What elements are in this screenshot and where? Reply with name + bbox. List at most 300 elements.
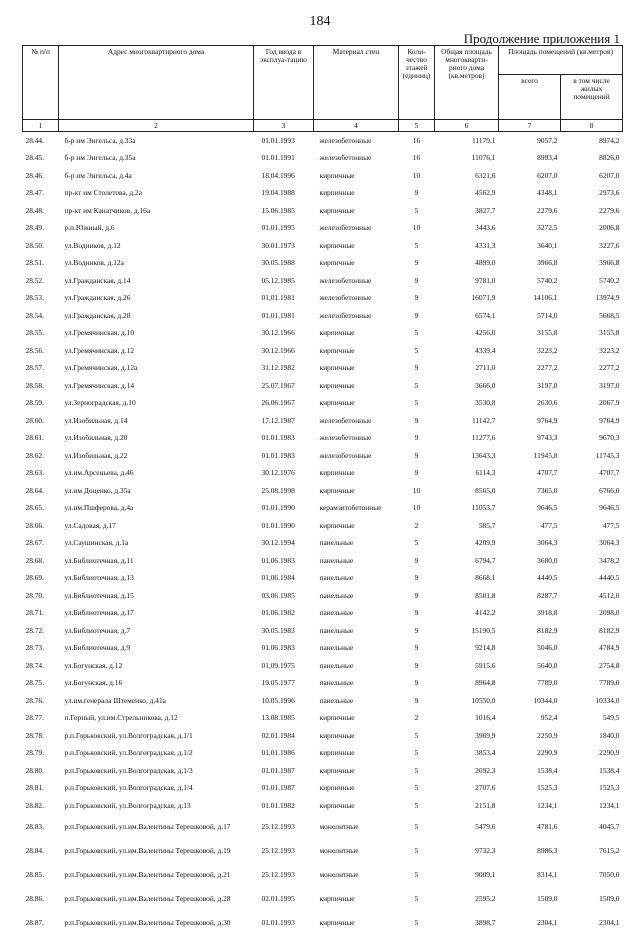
row-material: панельные — [319, 573, 354, 583]
col-number: 6 — [435, 120, 499, 132]
row-number: 28.80. — [25, 765, 44, 775]
row-year: 18.04.1996 — [261, 170, 295, 180]
row-year: 15.06.1985 — [261, 205, 295, 215]
row-floors: 10 — [412, 170, 421, 180]
row-address: р.п.Горьковский, ул.им.Валентины Терешковой, д.17 — [64, 821, 231, 831]
row-total-area: 3443,6 — [475, 223, 496, 233]
row-material: кирпичные — [319, 713, 355, 723]
row-address: ул.Водников, д.12а — [64, 258, 124, 268]
row-area-living: 5668,5 — [599, 310, 620, 320]
row-area-all: 8986,3 — [537, 845, 558, 855]
row-address: ул.Зерноградская, д.10 — [64, 398, 136, 408]
header-year: Год ввода в эксплуа-тацию — [254, 46, 314, 120]
row-number: 28.53. — [25, 293, 44, 303]
row-year: 02.01.1984 — [261, 730, 295, 740]
row-floors: 9 — [414, 293, 419, 303]
row-area-all: 4440,5 — [537, 573, 558, 583]
row-floors: 9 — [414, 258, 419, 268]
row-year: 01.01.1995 — [261, 223, 295, 233]
row-number: 28.54. — [25, 310, 44, 320]
row-floors: 9 — [414, 450, 419, 460]
table-row — [23, 622, 623, 640]
row-area-living: 2754,8 — [599, 660, 620, 670]
row-year: 01.01.1987 — [261, 765, 295, 775]
row-address: р.п.Горьковский, ул.Волгоградская, д.1/2 — [64, 748, 193, 758]
row-address: р.п.Горьковский, ул.Волгоградская, д.13 — [64, 800, 191, 810]
row-material: кирпичные — [319, 783, 355, 793]
table-row — [23, 412, 623, 430]
table-row — [23, 911, 623, 935]
row-address: ул.Изобильная, д.14 — [64, 415, 128, 425]
row-year: 26.06.1967 — [261, 398, 295, 408]
row-area-living: 7789,0 — [599, 678, 620, 688]
row-total-area: 8964,8 — [475, 678, 496, 688]
row-address: пр-кт им Канатчиков, д.16а — [64, 205, 151, 215]
table-row — [23, 570, 623, 588]
row-address: ул.Библиотечная, д.9 — [64, 643, 131, 653]
row-area-all: 952,4 — [540, 713, 558, 723]
row-material: железобетонные — [319, 293, 372, 303]
row-material: кирпичные — [319, 258, 355, 268]
row-year: 13.08.1985 — [261, 713, 295, 723]
row-material: железобетонные — [319, 415, 372, 425]
row-floors: 10 — [412, 503, 421, 513]
row-number: 28.47. — [25, 188, 44, 198]
table-row — [23, 887, 623, 911]
row-year: 30.05.1983 — [261, 625, 295, 635]
row-total-area: 6114,3 — [475, 468, 496, 478]
row-number: 28.77. — [25, 713, 44, 723]
row-area-all: 3064,3 — [537, 538, 558, 548]
table-row — [23, 395, 623, 413]
row-total-area: 3853,4 — [475, 748, 496, 758]
row-year: 01.01.1987 — [261, 783, 295, 793]
row-year: 30.12.1976 — [261, 468, 295, 478]
row-total-area: 8668,1 — [475, 573, 496, 583]
row-total-area: 3969,9 — [475, 730, 496, 740]
table-row — [23, 500, 623, 518]
row-address: ул.Библиотечная, д.15 — [64, 590, 134, 600]
row-area-living: 1509,0 — [599, 893, 620, 903]
row-floors: 5 — [414, 398, 419, 408]
table-row — [23, 815, 623, 839]
row-year: 01.01.1983 — [261, 433, 295, 443]
row-address: ул.Гремячинская, д.12а — [64, 363, 138, 373]
table-row — [23, 605, 623, 623]
row-number: 28.61. — [25, 433, 44, 443]
row-floors: 9 — [414, 433, 419, 443]
row-area-living: 3966,8 — [599, 258, 620, 268]
row-year: 01.06.1983 — [261, 643, 295, 653]
row-address: п.Горный, ул.им.Стрельникова, д.12 — [64, 713, 178, 723]
row-floors: 16 — [412, 153, 421, 163]
table-row — [23, 150, 623, 168]
row-area-all: 3155,8 — [537, 328, 558, 338]
row-address: ул.Изобильная, д.22 — [64, 450, 128, 460]
row-address: р.п.Горьковский, ул.Волгоградская, д.1/1 — [64, 730, 193, 740]
row-total-area: 2151,8 — [475, 800, 496, 810]
table-row — [23, 780, 623, 798]
row-total-area: 4142,2 — [475, 608, 496, 618]
row-area-all: 2279,6 — [537, 205, 558, 215]
row-total-area: 8565,0 — [475, 485, 496, 495]
row-total-area: 3898,7 — [475, 917, 496, 927]
table-row — [23, 377, 623, 395]
row-address: р.п.Южный, д.6 — [64, 223, 115, 233]
row-year: 05.12.1985 — [261, 275, 295, 285]
table-row — [23, 307, 623, 325]
row-address: ул.Богунская, д.16 — [64, 678, 123, 688]
continuation-label: Продолжение приложения 1 — [463, 31, 620, 46]
table-row — [23, 839, 623, 863]
row-number: 28.81. — [25, 783, 44, 793]
row-number: 28.67. — [25, 538, 44, 548]
row-year: 31.12.1982 — [261, 363, 295, 373]
row-area-all: 3272,5 — [537, 223, 558, 233]
row-number: 28.56. — [25, 345, 44, 355]
row-floors: 9 — [414, 678, 419, 688]
header-num: № п/п — [23, 46, 59, 120]
row-floors: 9 — [414, 625, 419, 635]
table-row — [23, 325, 623, 343]
row-number: 28.55. — [25, 328, 44, 338]
row-year: 01.06.1984 — [261, 573, 295, 583]
row-number: 28.59. — [25, 398, 44, 408]
header-floors: Коли-чество этажей (единиц) — [399, 46, 435, 120]
row-number: 28.58. — [25, 380, 44, 390]
row-material: кирпичные — [319, 468, 355, 478]
row-material: панельные — [319, 608, 354, 618]
row-address: ул.Библиотечная, д.11 — [64, 555, 134, 565]
row-year: 10.05.1996 — [261, 695, 295, 705]
row-area-all: 8993,4 — [537, 153, 558, 163]
row-total-area: 5915,6 — [475, 660, 496, 670]
row-number: 28.48. — [25, 205, 44, 215]
row-material: панельные — [319, 538, 354, 548]
row-address: ул.им.генерала Штеменко, д.41а — [64, 695, 166, 705]
row-area-all: 2277,2 — [537, 363, 558, 373]
row-floors: 9 — [414, 415, 419, 425]
row-area-living: 1525,3 — [599, 783, 620, 793]
row-area-living: 2290,9 — [599, 748, 620, 758]
table-row — [23, 290, 623, 308]
row-number: 28.69. — [25, 573, 44, 583]
row-floors: 5 — [414, 783, 419, 793]
row-area-all: 1234,1 — [537, 800, 558, 810]
row-address: р.п.Горьковский, ул.им.Валентины Терешковой, д.30 — [64, 917, 231, 927]
row-total-area: 9009,1 — [475, 869, 496, 879]
row-material: железобетонные — [319, 433, 372, 443]
row-area-all: 2250,9 — [537, 730, 558, 740]
col-number: 3 — [254, 120, 314, 132]
row-floors: 9 — [414, 590, 419, 600]
row-material: панельные — [319, 555, 354, 565]
row-area-all: 1538,4 — [537, 765, 558, 775]
page-number: 184 — [309, 14, 331, 29]
table-row — [23, 727, 623, 745]
table-row — [23, 202, 623, 220]
row-material: панельные — [319, 625, 354, 635]
row-year: 25.12.1993 — [261, 869, 295, 879]
table-row — [23, 132, 623, 150]
row-total-area: 6794,7 — [475, 555, 496, 565]
row-material: кирпичные — [319, 485, 355, 495]
row-area-living: 4045,7 — [599, 821, 620, 831]
row-total-area: 11076,1 — [471, 153, 496, 163]
row-number: 28.66. — [25, 520, 44, 530]
row-total-area: 9781,0 — [475, 275, 496, 285]
row-year: 01.06.1982 — [261, 608, 295, 618]
row-year: 30.01.1973 — [261, 240, 295, 250]
row-year: 01.01.1986 — [261, 748, 295, 758]
col-number: 1 — [23, 120, 59, 132]
row-area-living: 3197,0 — [599, 380, 620, 390]
row-material: кирпичные — [319, 240, 355, 250]
row-floors: 9 — [414, 363, 419, 373]
row-material: панельные — [319, 660, 354, 670]
row-year: 30.05.1988 — [261, 258, 295, 268]
housing-table — [22, 45, 623, 935]
row-material: кирпичные — [319, 188, 355, 198]
row-year: 01.01.1981 — [261, 310, 295, 320]
row-number: 28.68. — [25, 555, 44, 565]
table-row — [23, 185, 623, 203]
row-total-area: 585,7 — [478, 520, 496, 530]
row-year: 25.07.1967 — [261, 380, 295, 390]
row-floors: 5 — [414, 205, 419, 215]
row-floors: 5 — [414, 765, 419, 775]
row-floors: 5 — [414, 800, 419, 810]
row-year: 30.12.1966 — [261, 345, 295, 355]
table-row — [23, 692, 623, 710]
row-area-all: 3223,2 — [537, 345, 558, 355]
row-area-living: 3064,3 — [599, 538, 620, 548]
row-total-area: 2692,3 — [475, 765, 496, 775]
row-area-living: 6207,0 — [599, 170, 620, 180]
row-address: р.п.Горьковский, ул.им.Валентины Терешковой, д.19 — [64, 845, 231, 855]
row-floors: 10 — [412, 485, 421, 495]
row-total-area: 9214,8 — [475, 643, 496, 653]
header-material: Материал стен — [314, 46, 399, 120]
row-year: 01.01.1990 — [261, 503, 295, 513]
table-row — [23, 237, 623, 255]
row-material: кирпичные — [319, 765, 355, 775]
row-address: б-р им Энгельса, д.4а — [64, 170, 132, 180]
row-area-living: 2279,6 — [599, 205, 620, 215]
row-material: кирпичные — [319, 205, 355, 215]
row-area-all: 3640,1 — [537, 240, 558, 250]
row-area-living: 549,5 — [602, 713, 620, 723]
row-area-living: 2098,0 — [599, 608, 620, 618]
row-floors: 5 — [414, 538, 419, 548]
row-area-living: 6766,0 — [599, 485, 620, 495]
row-address: ул.Библиотечная, д.13 — [64, 573, 134, 583]
row-area-living: 11745,3 — [595, 450, 620, 460]
row-year: 19.04.1988 — [261, 188, 295, 198]
row-address: ул.им Доценко, д.35а — [64, 485, 131, 495]
row-area-living: 4707,7 — [599, 468, 620, 478]
row-number: 28.84. — [25, 845, 44, 855]
row-area-living: 13974,9 — [595, 293, 620, 303]
table-row — [23, 535, 623, 553]
row-area-all: 11945,8 — [533, 450, 558, 460]
row-total-area: 8501,8 — [475, 590, 496, 600]
table-row — [23, 342, 623, 360]
row-year: 19.05.1977 — [261, 678, 295, 688]
row-number: 28.74. — [25, 660, 44, 670]
row-area-all: 5740,2 — [537, 275, 558, 285]
row-floors: 5 — [414, 380, 419, 390]
row-area-living: 1234,1 — [599, 800, 620, 810]
table-row — [23, 710, 623, 728]
row-material: кирпичные — [319, 345, 355, 355]
row-floors: 5 — [414, 821, 419, 831]
row-floors: 5 — [414, 869, 419, 879]
row-address: ул.Водников, д.12 — [64, 240, 121, 250]
row-area-all: 3918,8 — [537, 608, 558, 618]
row-number: 28.83. — [25, 821, 44, 831]
row-area-living: 8826,0 — [599, 153, 620, 163]
row-area-all: 8314,1 — [537, 869, 558, 879]
row-area-all: 6207,0 — [537, 170, 558, 180]
row-total-area: 6574,1 — [475, 310, 496, 320]
row-number: 28.63. — [25, 468, 44, 478]
row-total-area: 5479,6 — [475, 821, 496, 831]
row-material: железобетонные — [319, 223, 372, 233]
table-row — [23, 167, 623, 185]
row-material: железобетонные — [319, 450, 372, 460]
row-floors: 5 — [414, 240, 419, 250]
row-total-area: 15190,5 — [471, 625, 496, 635]
row-area-all: 4707,7 — [537, 468, 558, 478]
row-area-living: 2006,8 — [599, 223, 620, 233]
row-number: 28.87. — [25, 917, 44, 927]
table-row — [23, 675, 623, 693]
row-material: кирпичные — [319, 748, 355, 758]
row-total-area: 3530,8 — [475, 398, 496, 408]
row-area-all: 2304,1 — [537, 917, 558, 927]
row-floors: 9 — [414, 188, 419, 198]
row-total-area: 11142,7 — [472, 415, 496, 425]
row-year: 25.12.1993 — [261, 845, 295, 855]
row-area-living: 4784,9 — [599, 643, 620, 653]
col-number: 7 — [499, 120, 561, 132]
row-area-all: 5640,0 — [537, 660, 558, 670]
table-row — [23, 552, 623, 570]
row-year: 01.06.1983 — [261, 555, 295, 565]
row-material: монолитные — [319, 821, 359, 831]
table-row — [23, 657, 623, 675]
table-row — [23, 447, 623, 465]
row-floors: 9 — [414, 310, 419, 320]
row-address: б-р им Энгельса, д.35а — [64, 153, 136, 163]
row-total-area: 4899,0 — [475, 258, 496, 268]
row-floors: 9 — [414, 468, 419, 478]
row-area-living: 1840,0 — [599, 730, 620, 740]
row-number: 28.79. — [25, 748, 44, 758]
row-year: 25.12.1993 — [261, 821, 295, 831]
row-number: 28.73. — [25, 643, 44, 653]
row-floors: 16 — [412, 135, 421, 145]
row-year: 30.12.1966 — [261, 328, 295, 338]
row-total-area: 3827,7 — [475, 205, 496, 215]
row-area-all: 9764,9 — [537, 415, 558, 425]
row-area-all: 7365,0 — [537, 485, 558, 495]
row-number: 28.76. — [25, 695, 44, 705]
header-all: всего — [499, 75, 561, 120]
row-material: кирпичные — [319, 380, 355, 390]
row-year: 01.01.1982 — [261, 800, 295, 810]
row-material: кирпичные — [319, 363, 355, 373]
row-area-all: 10344,0 — [533, 695, 558, 705]
row-total-area: 9732,3 — [475, 845, 496, 855]
row-number: 28.75. — [25, 678, 44, 688]
row-area-all: 7789,0 — [537, 678, 558, 688]
row-floors: 9 — [414, 555, 419, 565]
row-area-living: 4440,5 — [599, 573, 620, 583]
row-area-living: 3223,2 — [599, 345, 620, 355]
row-year: 01.01.1993 — [261, 135, 295, 145]
row-year: 17.12.1987 — [261, 415, 295, 425]
header-address: Адрес многоквартирного дома — [59, 46, 254, 120]
row-number: 28.65. — [25, 503, 44, 513]
row-address: ул.Гремячинская, д.12 — [64, 345, 135, 355]
table-row — [23, 745, 623, 763]
table-row — [23, 587, 623, 605]
row-area-living: 477,5 — [602, 520, 620, 530]
row-area-living: 2304,1 — [599, 917, 620, 927]
row-total-area: 3666,0 — [475, 380, 496, 390]
row-address: ул.Гражданская, д.28 — [64, 310, 131, 320]
row-number: 28.45. — [25, 153, 44, 163]
row-number: 28.50. — [25, 240, 44, 250]
row-address: р.п.Горьковский, ул.им.Валентины Терешковой, д.21 — [64, 869, 231, 879]
row-area-living: 3227,6 — [599, 240, 620, 250]
row-area-all: 9057,2 — [537, 135, 558, 145]
row-area-living: 2067,9 — [599, 398, 620, 408]
row-area-all: 1509,0 — [537, 893, 558, 903]
row-address: ул.им.Арсеньева, д.46 — [64, 468, 134, 478]
row-floors: 5 — [414, 748, 419, 758]
row-address: р.п.Горьковский, ул.Волгоградская, д.1/4 — [64, 783, 193, 793]
row-year: 25.08.1998 — [261, 485, 295, 495]
row-number: 28.82. — [25, 800, 44, 810]
row-material: панельные — [319, 695, 354, 705]
row-area-living: 2973,6 — [599, 188, 620, 198]
row-area-living: 9646,5 — [599, 503, 620, 513]
row-total-area: 2707,6 — [475, 783, 496, 793]
row-area-living: 8182,9 — [599, 625, 620, 635]
row-number: 28.72. — [25, 625, 44, 635]
row-address: ул.Библиотечная, д.7 — [64, 625, 131, 635]
row-area-living: 2277,2 — [599, 363, 620, 373]
table-row — [23, 482, 623, 500]
header-total-area: Общая площадь многокварти-рного дома (кв.метров) — [435, 46, 499, 120]
row-year: 01.01.1990 — [261, 520, 295, 530]
row-year: 30.12.1994 — [261, 538, 295, 548]
table-row — [23, 465, 623, 483]
row-area-living: 3155,8 — [599, 328, 620, 338]
row-floors: 9 — [414, 275, 419, 285]
row-material: кирпичные — [319, 398, 355, 408]
row-number: 28.49. — [25, 223, 44, 233]
row-material: кирпичные — [319, 893, 355, 903]
table-row — [23, 220, 623, 238]
row-floors: 5 — [414, 845, 419, 855]
row-year: 01.01.1991 — [261, 153, 295, 163]
row-area-all: 9646,5 — [537, 503, 558, 513]
row-area-living: 7615,2 — [599, 845, 620, 855]
